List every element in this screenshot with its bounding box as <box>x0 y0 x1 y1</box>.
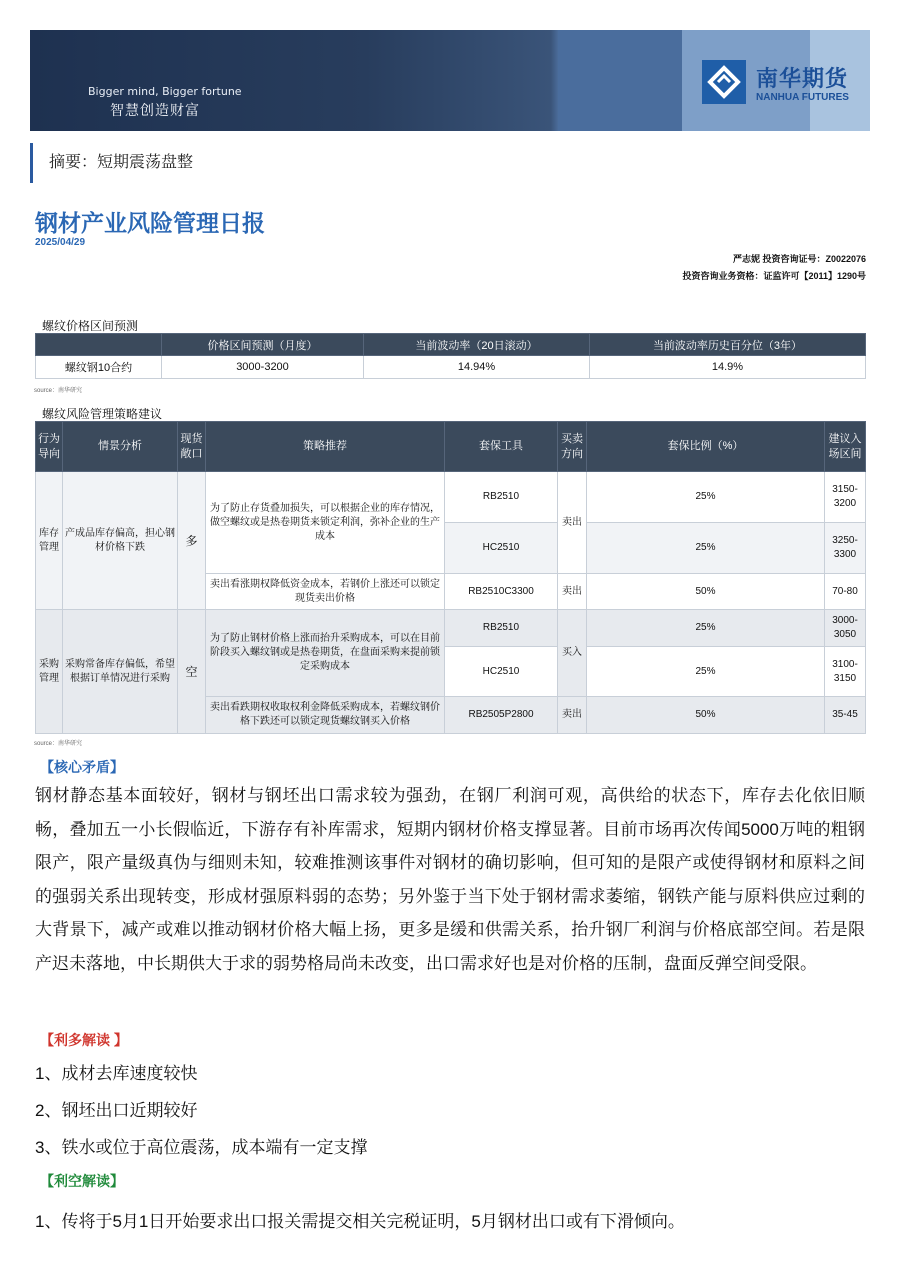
table-header-row <box>36 334 866 356</box>
tool-cell: RB2510 <box>445 610 558 647</box>
table-row <box>36 472 866 523</box>
strategy-cell: 为了防止存货叠加损失，可以根据企业的库存情况，做空螺纹或是热卷期货来锁定利润，弥补企业的生产成本 <box>206 472 445 574</box>
scenario-cell: 采购常备库存偏低，希望根据订单情况进行采购 <box>63 610 178 734</box>
tool-cell: RB2505P2800 <box>445 697 558 734</box>
table-header-cell: 套保工具 <box>445 422 558 472</box>
ratio-cell: 25% <box>587 523 825 574</box>
tool-cell: RB2510C3300 <box>445 574 558 610</box>
table-header-cell: 套保比例（%） <box>587 422 825 472</box>
exposure-cell: 多 <box>178 472 206 610</box>
ratio-cell: 50% <box>587 697 825 734</box>
company-logo <box>702 60 862 108</box>
strategy-table-label: 螺纹风险管理策略建议 <box>42 407 163 421</box>
direction-cell: 库存管理 <box>36 472 63 610</box>
bearish-heading: 【利空解读】 <box>40 1173 124 1189</box>
logo-icon <box>702 60 746 104</box>
analyst-line: 严志妮 投资咨询证号：Z0022076 <box>732 254 866 264</box>
bullish-heading: 【利多解读 】 <box>40 1032 128 1048</box>
strategy-cell: 卖出看跌期权收取权利金降低采购成本，若螺纹钢价格下跌还可以锁定现货螺纹钢买入价格 <box>206 697 445 734</box>
price-range-table <box>35 333 866 379</box>
tool-cell: HC2510 <box>445 523 558 574</box>
bullish-item: 1、成材去库速度较快 <box>35 1064 198 1083</box>
range-cell: 35-45 <box>825 697 866 734</box>
side-cell: 卖出 <box>558 472 587 574</box>
ratio-cell: 25% <box>587 647 825 697</box>
range-cell: 70-80 <box>825 574 866 610</box>
table-header-cell: 情景分析 <box>63 422 178 472</box>
table-header-cell: 买卖方向 <box>558 422 587 472</box>
table-header-cell: 当前波动率历史百分位（3年） <box>590 334 866 356</box>
bullish-item: 2、钢坯出口近期较好 <box>35 1101 198 1120</box>
range-cell: 3250-3300 <box>825 523 866 574</box>
range-cell: 3100-3150 <box>825 647 866 697</box>
strategy-table <box>35 421 866 734</box>
tool-cell: RB2510 <box>445 472 558 523</box>
table-cell: 14.9% <box>590 356 866 379</box>
table-header-cell: 价格区间预测（月度） <box>162 334 364 356</box>
table-row <box>36 610 866 647</box>
summary: 摘要：短期震荡盘整 <box>30 143 193 183</box>
table-header-cell: 行为导向 <box>36 422 63 472</box>
bullish-item: 3、铁水或位于高位震荡，成本端有一定支撑 <box>35 1138 368 1157</box>
strategy-cell: 为了防止钢材价格上涨而抬升采购成本，可以在目前阶段买入螺纹钢或是热卷期货，在盘面采购来提前锁定采购成本 <box>206 610 445 697</box>
core-heading: 【核心矛盾】 <box>40 759 124 775</box>
range-cell: 3000-3050 <box>825 610 866 647</box>
tool-cell: HC2510 <box>445 647 558 697</box>
source-note: source：南华研究 <box>34 388 83 394</box>
table-header-cell <box>36 334 162 356</box>
table-header-cell: 建议入场区间 <box>825 422 866 472</box>
logo-name-chinese: 南华期货 <box>756 66 849 91</box>
side-cell: 卖出 <box>558 697 587 734</box>
slogan-chinese: 智慧创造财富 <box>110 102 200 118</box>
ratio-cell: 25% <box>587 472 825 523</box>
table-cell: 3000-3200 <box>162 356 364 379</box>
range-cell: 3150-3200 <box>825 472 866 523</box>
ratio-cell: 25% <box>587 610 825 647</box>
table-header-cell: 现货敞口 <box>178 422 206 472</box>
logo-name-english: NANHUA FUTURES <box>756 92 849 103</box>
price-table-label: 螺纹价格区间预测 <box>42 319 139 333</box>
slogan-english: Bigger mind, Bigger fortune <box>88 85 242 98</box>
table-row <box>36 356 866 379</box>
exposure-cell: 空 <box>178 610 206 734</box>
ratio-cell: 50% <box>587 574 825 610</box>
side-cell: 买入 <box>558 610 587 697</box>
table-header-row <box>36 422 866 472</box>
license-line: 投资咨询业务资格：证监许可【2011】1290号 <box>682 271 866 281</box>
report-date: 2025/04/29 <box>35 237 86 248</box>
scenario-cell: 产成品库存偏高，担心钢材价格下跌 <box>63 472 178 610</box>
direction-cell: 采购管理 <box>36 610 63 734</box>
bearish-item: 1、传将于5月1日开始要求出口报关需提交相关完税证明，5月钢材出口或有下滑倾向。 <box>35 1212 685 1231</box>
table-cell: 螺纹钢10合约 <box>36 356 162 379</box>
banner-stripe <box>558 30 682 131</box>
header-banner <box>30 30 870 131</box>
source-note: source：南华研究 <box>34 741 83 747</box>
table-cell: 14.94% <box>364 356 590 379</box>
report-title: 钢材产业风险管理日报 <box>35 210 265 236</box>
table-header-cell: 当前波动率（20日滚动） <box>364 334 590 356</box>
table-header-cell: 策略推荐 <box>206 422 445 472</box>
core-paragraph: 钢材静态基本面较好，钢材与钢坯出口需求较为强劲，在钢厂利润可观，高供给的状态下，库存去化依旧顺畅，叠加五一小长假临近，下游存有补库需求，短期内钢材价格支撑显著。目前市场再次传闻5000万吨的粗钢限产，限产量级真伪与细则未知，较难推测该事件对钢材的确切影响，但可知的是限产或使得钢材和原料之间的强弱关系出现转变，形成材强原料弱的态势；另外鉴于当下处于钢材需求萎缩，钢铁产能与原料供应过剩的大背景下，减产或难以推动钢材价格大幅上扬，更多是缓和供需关系，抬升钢厂利润与价格底部空间。若是限产迟未落地，中长期供大于求的弱势格局尚未改变，出口需求好也是对价格的压制，盘面反弹空间受限。 <box>35 786 865 973</box>
side-cell: 卖出 <box>558 574 587 610</box>
strategy-cell: 卖出看涨期权降低资金成本，若钢价上涨还可以锁定现货卖出价格 <box>206 574 445 610</box>
analyst-info <box>682 251 866 285</box>
